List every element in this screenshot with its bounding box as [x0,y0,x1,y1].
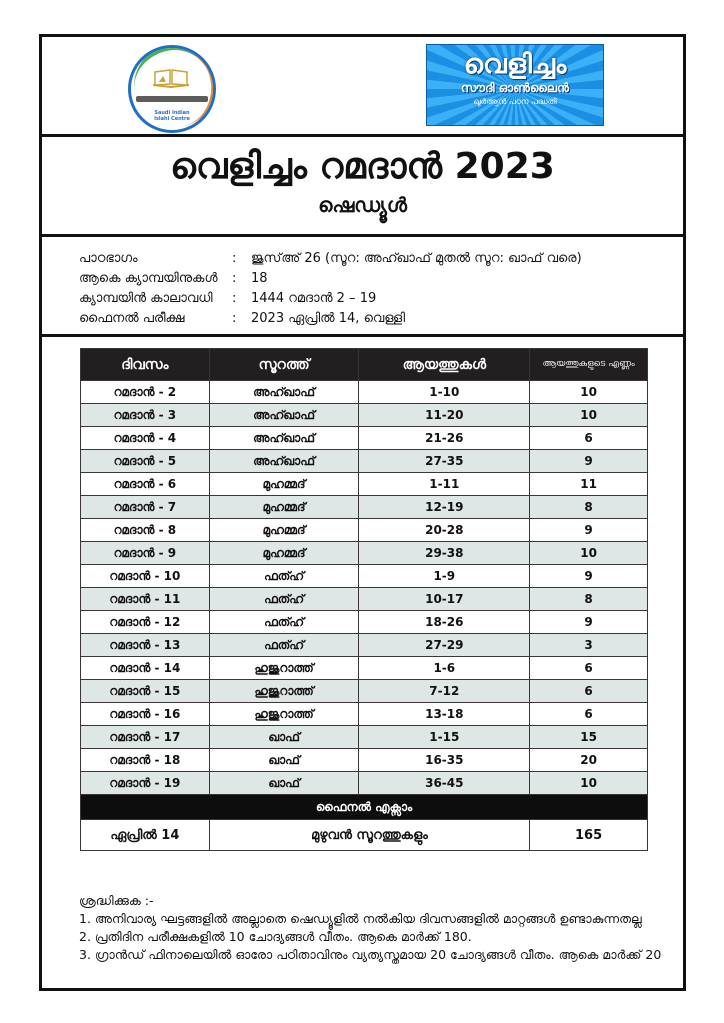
table-row [81,772,648,795]
day-cell: റമദാൻ - 14 [81,657,210,680]
ayat-range-cell: 27-35 [359,450,530,473]
surah-cell: ഖാഫ് [209,726,359,749]
info-section [42,237,683,337]
info-label: ഫൈനൽ പരീക്ഷ [79,311,185,326]
surah-cell: ഹുജുറാത്ത് [209,703,359,726]
day-cell: റമദാൻ - 3 [81,404,210,427]
logo-subtitle: സൗദി ഓൺലൈൻ [461,81,569,95]
table-row [81,703,648,726]
logo-title: വെളിച്ചം [463,49,567,80]
info-value: 18 [251,271,268,286]
ayat-count-cell: 8 [530,588,648,611]
table-row [81,680,648,703]
ayat-range-cell: 7-12 [359,680,530,703]
ayat-count-cell: 6 [530,680,648,703]
ayat-range-cell: 1-15 [359,726,530,749]
surah-cell: മുഹമ്മദ് [209,496,359,519]
ayat-range-cell: 13-18 [359,703,530,726]
table-row [81,749,648,772]
day-cell: റമദാൻ - 17 [81,726,210,749]
table-row [81,542,648,565]
ayat-range-cell: 21-26 [359,427,530,450]
note-item: 3. ഗ്രാൻഡ് ഫിനാലെയിൽ ഓരോ പഠിതാവിനും വ്യത്യസ്തമായ 20 ചോദ്യങ്ങൾ വീതം. ആകെ മാർക്ക് 20 [79,947,662,962]
schedule-table-body [81,381,648,851]
day-cell: റമദാൻ - 5 [81,450,210,473]
day-cell: റമദാൻ - 6 [81,473,210,496]
day-cell: റമദാൻ - 11 [81,588,210,611]
ayat-count-cell: 9 [530,450,648,473]
ayat-count-cell: 9 [530,519,648,542]
ayat-range-cell: 29-38 [359,542,530,565]
surah-cell: ഫത്ഹ് [209,611,359,634]
day-cell: റമദാൻ - 4 [81,427,210,450]
schedule-table [80,348,648,851]
table-row [81,496,648,519]
notes-section [79,892,661,964]
day-cell: റമദാൻ - 12 [81,611,210,634]
info-value: 2023 ഏപ്രിൽ 14, വെള്ളി [251,311,406,326]
info-colon: : [232,251,237,266]
day-cell: റമദാൻ - 18 [81,749,210,772]
day-cell: റമദാൻ - 16 [81,703,210,726]
table-row [81,404,648,427]
surah-cell: ഹുജുറാത്ത് [209,680,359,703]
notes-heading: ശ്രദ്ധിക്കുക :- [79,893,154,908]
table-row [81,634,648,657]
ayat-range-cell: 1-9 [359,565,530,588]
table-row [81,381,648,404]
info-colon: : [232,291,237,306]
surah-cell: ഫത്ഹ് [209,588,359,611]
logo-tagline: ഖുർആൻ പഠന പദ്ധതി [473,97,557,106]
surah-cell: അഹ്ഖാഫ് [209,404,359,427]
table-row [81,611,648,634]
logos-section [42,37,683,137]
ayat-range-cell: 11-20 [359,404,530,427]
logo-ring-text: Saudi Indian Islahi Centre [154,110,190,122]
table-row [81,473,648,496]
saudi-indian-islahi-centre-logo [128,45,216,133]
ayat-range-cell: 1-6 [359,657,530,680]
note-item: 1. അനിവാര്യ ഘട്ടങ്ങളിൽ അല്ലാതെ ഷെഡ്യൂളിൽ നൽകിയ ദിവസങ്ങളിൽ മാറ്റങ്ങൾ ഉണ്ടാകുന്നതല്ല [79,911,642,926]
info-value: ജുസ്അ് 26 (സൂറ: അഹ്ഖാഫ് മുതൽ സൂറ: ഖാഫ് വരെ) [251,251,582,266]
column-header-day: ദിവസം [81,349,210,381]
open-book-icon [153,68,189,88]
page-title: വെളിച്ചം റമദാൻ 2023 [170,146,555,187]
ayat-count-cell: 6 [530,657,648,680]
table-row [81,726,648,749]
ayat-count-cell: 9 [530,611,648,634]
info-colon: : [232,311,237,326]
table-row [81,519,648,542]
ayat-count-cell: 20 [530,749,648,772]
ayat-range-cell: 1-10 [359,381,530,404]
day-cell: റമദാൻ - 10 [81,565,210,588]
ayat-count-cell: 9 [530,565,648,588]
ayat-count-cell: 10 [530,772,648,795]
info-label: പാഠഭാഗം [79,251,138,266]
day-cell: റമദാൻ - 19 [81,772,210,795]
ayat-count-cell: 3 [530,634,648,657]
table-header-row [81,349,648,381]
schedule-page-frame [39,34,686,991]
info-label: ക്യാമ്പയിൻ കാലാവധി [79,291,213,306]
day-cell: റമദാൻ - 13 [81,634,210,657]
ayat-range-cell: 27-29 [359,634,530,657]
ayat-range-cell: 20-28 [359,519,530,542]
surah-cell: ഫത്ഹ് [209,634,359,657]
info-colon: : [232,271,237,286]
ayat-count-cell: 10 [530,542,648,565]
ayat-count-cell: 6 [530,427,648,450]
surah-cell: ഖാഫ് [209,772,359,795]
ayat-range-cell: 36-45 [359,772,530,795]
ayat-count-cell: 15 [530,726,648,749]
column-header-ayat: ആയത്തുകൾ [359,349,530,381]
surah-cell: മുഹമ്മദ് [209,519,359,542]
final-exam-header-row [81,795,648,820]
page-subtitle: ഷെഡ്യൂൾ [318,193,407,217]
table-row [81,657,648,680]
column-header-surah: സൂറത്ത് [209,349,359,381]
day-cell: റമദാൻ - 7 [81,496,210,519]
ayat-count-cell: 10 [530,381,648,404]
info-value: 1444 റമദാൻ 2 – 19 [251,291,377,306]
ayat-range-cell: 10-17 [359,588,530,611]
surah-cell: അഹ്ഖാഫ് [209,427,359,450]
surah-cell: ഹുജുറാത്ത് [209,657,359,680]
velicham-saudi-online-logo [426,44,604,126]
surah-cell: ഖാഫ് [209,749,359,772]
info-label: ആകെ ക്യാമ്പയിനുകൾ [79,271,218,286]
final-exam-total-ayat: 165 [530,820,648,851]
surah-cell: അഹ്ഖാഫ് [209,381,359,404]
day-cell: റമദാൻ - 15 [81,680,210,703]
table-row [81,565,648,588]
surah-cell: മുഹമ്മദ് [209,473,359,496]
ayat-count-cell: 11 [530,473,648,496]
surah-cell: അഹ്ഖാഫ് [209,450,359,473]
final-exam-date: ഏപ്രിൽ 14 [81,820,210,851]
final-exam-scope: മുഴുവൻ സൂറത്തുകളും [209,820,529,851]
ayat-range-cell: 18-26 [359,611,530,634]
day-cell: റമദാൻ - 8 [81,519,210,542]
ayat-range-cell: 16-35 [359,749,530,772]
title-section [42,137,683,237]
day-cell: റമദാൻ - 2 [81,381,210,404]
logo-arabic-text-band [136,96,208,102]
ayat-range-cell: 12-19 [359,496,530,519]
final-exam-row [81,820,648,851]
ayat-count-cell: 8 [530,496,648,519]
table-row [81,450,648,473]
final-exam-header: ഫൈനൽ എക്സാം [81,795,648,820]
column-header-ayat-count: ആയത്തുകളുടെ എണ്ണം [530,349,648,381]
table-row [81,588,648,611]
ayat-count-cell: 10 [530,404,648,427]
ayat-range-cell: 1-11 [359,473,530,496]
surah-cell: ഫത്ഹ് [209,565,359,588]
day-cell: റമദാൻ - 9 [81,542,210,565]
table-row [81,427,648,450]
surah-cell: മുഹമ്മദ് [209,542,359,565]
note-item: 2. പ്രതിദിന പരീക്ഷകളിൽ 10 ചോദ്യങ്ങൾ വീതം. ആകെ മാർക്ക് 180. [79,929,472,944]
ayat-count-cell: 6 [530,703,648,726]
